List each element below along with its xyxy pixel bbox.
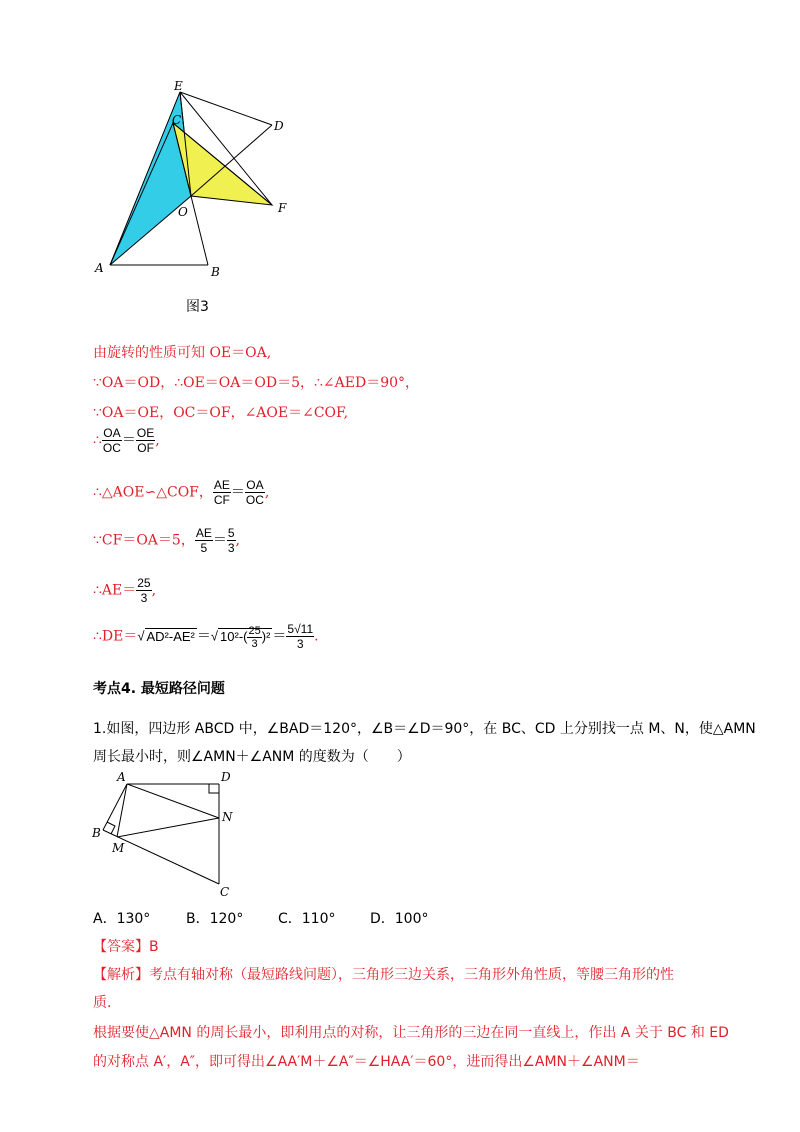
section-heading: 考点4. 最短路径问题 [93, 681, 225, 697]
figure-3-diagram [90, 78, 300, 288]
solution-line-1: 由旋转的性质可知 OE＝OA, [93, 345, 272, 361]
solution-line-6: ∵CF＝OA＝5， $\frac{AE}{5}$ ＝ $\frac{5}{3}$ , [93, 526, 240, 555]
option-c: C．110° [278, 911, 336, 927]
analysis-line-3: 根据要使△AMN 的周长最小，即利用点的对称，让三角形的三边在同一直线上，作出 A 关于 BC 和 ED [93, 1025, 729, 1041]
option-d: D．100° [370, 911, 429, 927]
q-label-M: M [112, 841, 125, 855]
solution-line-7: ∴AE＝ $\frac{25}{3}$ , [93, 576, 157, 605]
question-1-diagram [88, 766, 238, 902]
figure-3-caption: 图3 [186, 299, 209, 315]
solution-line-5: ∴△AOE∽△COF， $\frac{AE}{CF}$ ＝ $\frac{OA}{OC}$ , [93, 478, 270, 507]
option-b: B．120° [186, 911, 244, 927]
q-label-C: C [220, 885, 230, 899]
fraction-25-3: $\frac{25}{3}$ [137, 576, 151, 605]
fraction-ae-5: $\frac{AE}{5}$ [195, 526, 212, 555]
prefix: ∴ [93, 432, 102, 449]
fraction-result: $\frac{5√11}{3}$ [287, 622, 314, 651]
label-B: B [211, 265, 220, 279]
label-D: D [274, 119, 284, 133]
fraction-ae-cf: $\frac{AE}{CF}$ [213, 478, 230, 507]
q-label-B: B [92, 826, 101, 840]
solution-line-8: ∴DE＝√ AD²-AE² ＝√ 10²-( $\frac{25}{3}$ )² ＝ $\frac{5√11}{3}$ . [93, 622, 319, 651]
solution-line-4: ∴ $\frac{OA}{OC}$ ＝ $\frac{OE}{OF}$ , [93, 426, 160, 455]
solution-line-2: ∵OA＝OD，∴OE＝OA＝OD＝5，∴∠AED＝90°， [93, 375, 420, 391]
label-E: E [174, 79, 183, 93]
fraction-oe-of: $\frac{OE}{OF}$ [136, 426, 155, 455]
label-C: C [172, 113, 182, 127]
analysis-line-2: 质． [93, 995, 121, 1011]
analysis-line-1: 【解析】考点有轴对称（最短路线问题），三角形三边关系，三角形外角性质，等腰三角形的性 [93, 967, 674, 983]
fraction-5-3: $\frac{5}{3}$ [227, 526, 235, 555]
fraction-oa-oc-2: $\frac{OA}{OC}$ [245, 478, 264, 507]
sqrt-expression-2: √ 10²-( $\frac{25}{3}$ )² [210, 624, 271, 650]
q-label-N: N [222, 810, 233, 824]
solution-line-3: ∵OA＝OE，OC＝OF，∠AOE＝∠COF, [93, 405, 349, 421]
analysis-line-4: 的对称点 A′，A″，即可得出∠AA′M＋∠A″＝∠HAA′＝60°，进而得出∠AMN＋∠ANM＝ [93, 1054, 640, 1070]
answer-label: 【答案】B [93, 939, 159, 955]
question-1-line-2: 周长最小时，则∠AMN＋∠ANM 的度数为（ ） [93, 749, 411, 765]
q-label-D: D [221, 770, 231, 784]
label-F: F [278, 201, 287, 215]
q-label-A: A [117, 770, 126, 784]
label-A: A [95, 261, 104, 275]
label-O: O [178, 205, 188, 219]
fraction-oa-oc: $\frac{OA}{OC}$ [102, 426, 121, 455]
option-a: A．130° [93, 911, 151, 927]
question-1-line-1: 1.如图，四边形 ABCD 中，∠BAD＝120°，∠B＝∠D＝90°，在 BC、CD 上分别找一点 M、N，使△AMN [93, 721, 756, 737]
sqrt-expression-1: √ AD²-AE² [137, 628, 195, 644]
